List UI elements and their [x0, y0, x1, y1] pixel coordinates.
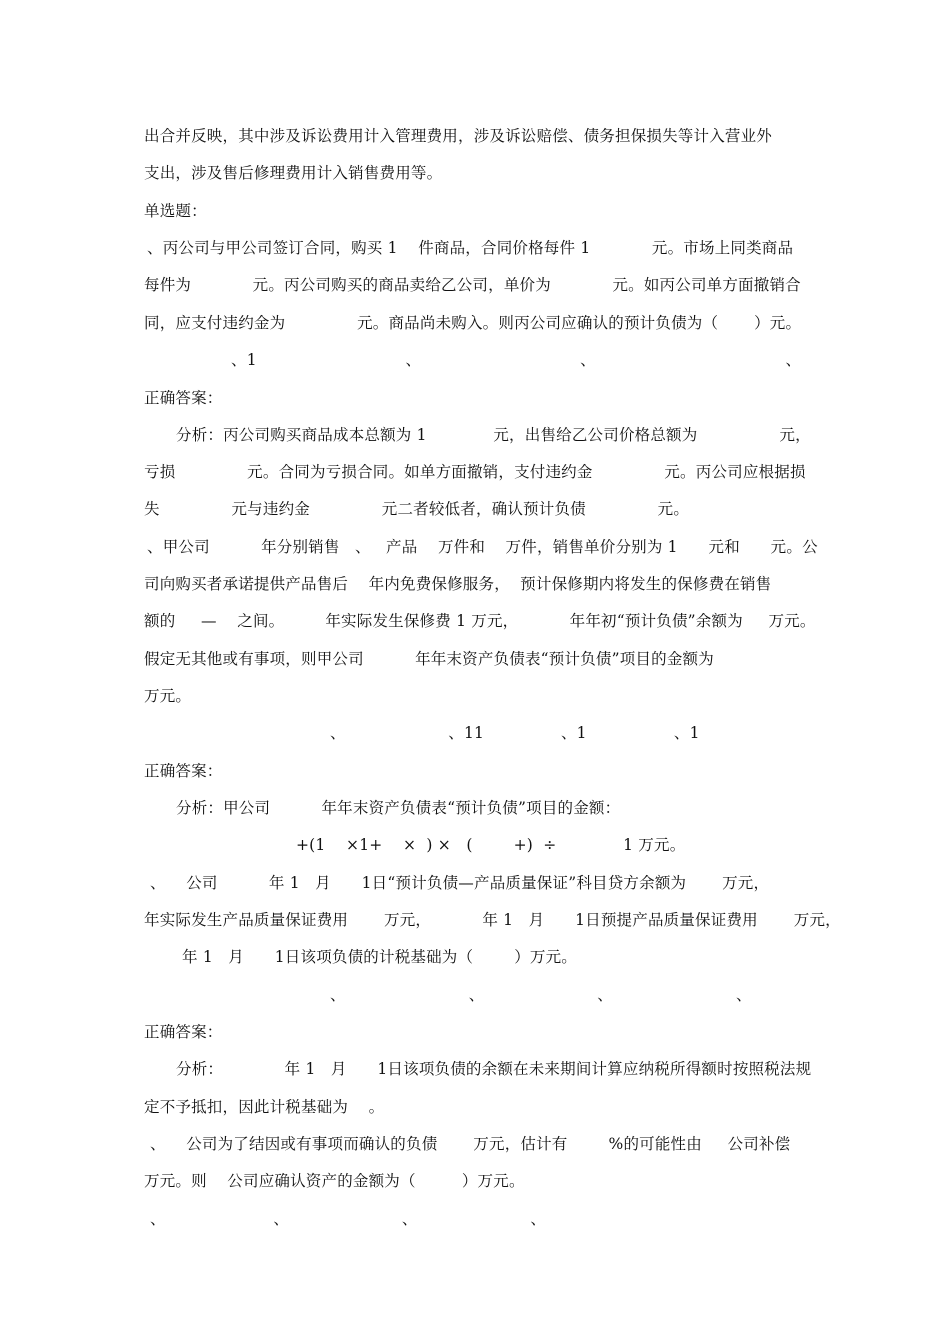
analysis-text: 定不予抵扣，因此计税基础为 。	[144, 1098, 385, 1116]
question-2-text: 额的 — 之间。 年实际发生保修费 1 万元， 年年初“预计负债”余额为 万元。	[144, 612, 816, 630]
question-2-text: 司向购买者承诺提供产品售后 年内免费保修服务， 预计保修期内将发生的保修费在销售	[144, 575, 772, 593]
analysis-formula: +(1 ×1+ × ) × ( +) ÷ 1 万元。	[296, 836, 686, 854]
question-4-options: 、 、 、 、	[150, 1210, 547, 1228]
analysis-text: 分析：甲公司 年年末资产负债表“预计负债”项目的金额：	[176, 799, 621, 817]
question-1-text: 每件为 元。丙公司购买的商品卖给乙公司，单价为 元。如丙公司单方面撤销合	[144, 276, 801, 294]
question-2-text: 、甲公司 年分别销售 、 产品 万件和 万件，销售单价分别为 1 元和 元。公	[147, 538, 818, 556]
question-3-text: 、 公司 年 1 月 1日“预计负债—产品质量保证”科目贷方余额为 万元，	[150, 874, 770, 892]
analysis-text: 分析：丙公司购买商品成本总额为 1 元，出售给乙公司价格总额为 元，	[176, 426, 811, 444]
analysis-text: 亏损 元。合同为亏损合同。如单方面撤销，支付违约金 元。丙公司应根据损	[144, 463, 806, 481]
question-3-options: 、 、 、 、	[330, 986, 752, 1004]
question-2-options: 、 、11 、1 、1	[330, 724, 700, 742]
question-1-options: 、1 、 、 、	[231, 351, 802, 369]
analysis-text: 分析： 年 1 月 1日该项负债的余额在未来期间计算应纳税所得额时按照税法规	[176, 1060, 812, 1078]
answer-label: 正确答案：	[144, 389, 223, 407]
answer-label: 正确答案：	[144, 762, 223, 780]
question-4-text: 、 公司为了结因或有事项而确认的负债 万元，估计有 %的可能性由 公司补偿	[150, 1135, 791, 1153]
question-3-text: 年实际发生产品质量保证费用 万元， 年 1 月 1日预提产品质量保证费用 万元，	[144, 911, 841, 929]
question-1-text: 同，应支付违约金为 元。商品尚未购入。则丙公司应确认的预计负债为（ ）元。	[144, 314, 802, 332]
body-text-line: 出合并反映，其中涉及诉讼费用计入管理费用，涉及诉讼赔偿、债务担保损失等计入营业外	[144, 127, 773, 145]
question-2-text: 假定无其他或有事项，则甲公司 年年末资产负债表“预计负债”项目的金额为	[144, 650, 714, 668]
question-3-text: 年 1 月 1日该项负债的计税基础为（ ）万元。	[182, 948, 578, 966]
question-1-text: 、丙公司与甲公司签订合同，购买 1 件商品，合同价格每件 1 元。市场上同类商品	[147, 239, 794, 257]
question-4-text: 万元。则 公司应确认资产的金额为（ ）万元。	[144, 1172, 525, 1190]
section-heading: 单选题：	[144, 202, 207, 220]
answer-label: 正确答案：	[144, 1023, 223, 1041]
body-text-line: 支出，涉及售后修理费用计入销售费用等。	[144, 164, 443, 182]
question-2-text: 万元。	[144, 687, 192, 705]
analysis-text: 失 元与违约金 元二者较低者，确认预计负债 元。	[144, 500, 690, 518]
